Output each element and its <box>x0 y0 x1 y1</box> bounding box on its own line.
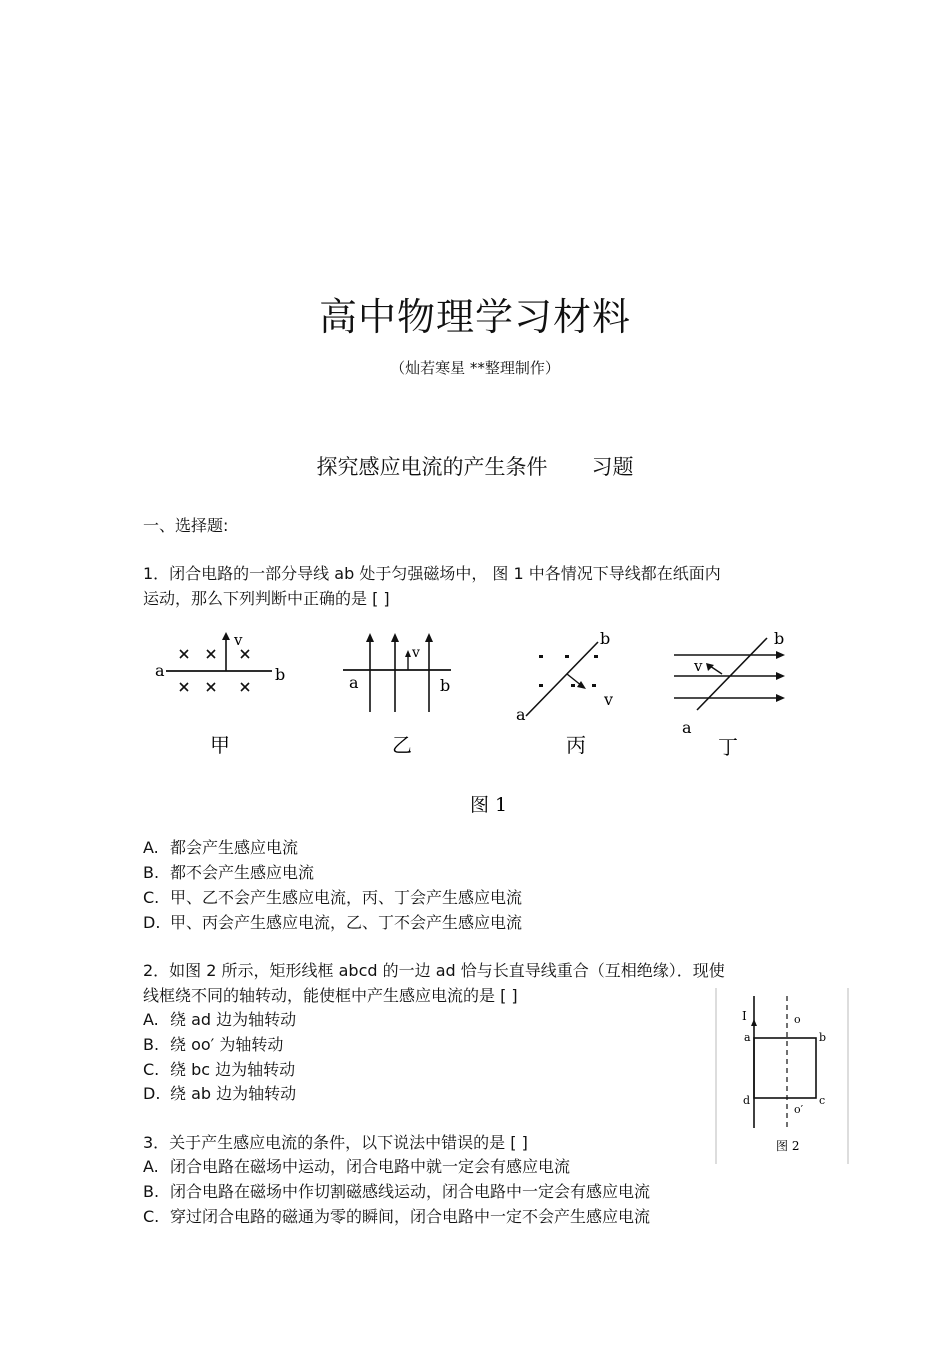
end-label-a: a <box>155 661 165 680</box>
figure-1-caption: 图 1 <box>470 794 508 816</box>
section-title <box>0 451 950 481</box>
q1-option-b: B. 都不会产生感应电流 <box>143 863 315 882</box>
q2-option-a: A. 绕 ad 边为轴转动 <box>143 1010 297 1029</box>
rectangular-coil-abcd <box>754 1038 816 1098</box>
velocity-label: v <box>604 690 614 709</box>
current-label: I <box>742 1009 747 1023</box>
q1-stem-line1: 1．闭合电路的一部分导线 ab 处于匀强磁场中， 图 1 中各情况下导线都在纸面内 <box>143 564 721 583</box>
figure-2-caption: 图 2 <box>776 1139 800 1153</box>
end-label-a: a <box>349 673 359 692</box>
velocity-label: v <box>412 645 420 661</box>
figure-1-panel-ding <box>674 629 785 759</box>
velocity-label: v <box>694 657 703 675</box>
corner-label-d: d <box>743 1094 751 1107</box>
end-label-b: b <box>440 676 451 695</box>
end-label-b: b <box>600 629 611 648</box>
corner-label-b: b <box>819 1031 827 1044</box>
q3-stem-line1: 3．关于产生感应电流的条件，以下说法中错误的是 [ ] <box>143 1133 528 1152</box>
q2-stem-line2: 线框绕不同的轴转动，能使框中产生感应电流的是 [ ] <box>143 986 518 1005</box>
corner-label-a: a <box>744 1031 751 1044</box>
q1-option-a: A. 都会产生感应电流 <box>143 838 299 857</box>
q2-option-c: C. 绕 bc 边为轴转动 <box>143 1060 296 1079</box>
conductor-ab <box>526 642 598 716</box>
q1-option-d: D. 甲、丙会产生感应电流，乙、丁不会产生感应电流 <box>143 913 523 932</box>
current-arrow <box>751 1019 757 1026</box>
page-subtitle: （灿若寒星 **整理制作） <box>390 359 560 377</box>
q3-option-a: A. 闭合电路在磁场中运动，闭合电路中就一定会有感应电流 <box>143 1157 571 1176</box>
figure-1-panel-jia <box>155 631 285 757</box>
q3-option-b: B. 闭合电路在磁场中作切割磁感线运动，闭合电路中一定会有感应电流 <box>143 1182 651 1201</box>
end-label-a: a <box>682 718 692 737</box>
magnetic-field-lines <box>370 637 429 712</box>
magnetic-field-lines <box>674 655 780 698</box>
panel-label: 丁 <box>718 735 738 759</box>
end-label-b: b <box>774 629 785 648</box>
q2-option-b: B. 绕 oo′ 为轴转动 <box>143 1035 284 1054</box>
section-heading: 一、选择题: <box>143 516 229 535</box>
q1-stem-line2: 运动，那么下列判断中正确的是 [ ] <box>143 589 390 608</box>
q3-option-c: C. 穿过闭合电路的磁通为零的瞬间，闭合电路中一定不会产生感应电流 <box>143 1207 651 1226</box>
end-label-b: b <box>275 665 286 684</box>
conductor-ab <box>697 638 767 710</box>
section-title-main: 探究感应电流的产生条件 <box>316 455 548 479</box>
axis-label-top: o <box>794 1013 801 1026</box>
figure-1-panel-bing <box>516 629 613 757</box>
q2-stem-line1: 2．如图 2 所示，矩形线框 abcd 的一边 ad 恰与长直导线重合（互相绝缘）．现使 <box>143 961 725 980</box>
panel-label: 乙 <box>392 733 412 757</box>
magnetic-field-dots <box>539 655 598 687</box>
panel-label: 甲 <box>210 733 230 757</box>
page-title: 高中物理学习材料 <box>318 295 631 339</box>
velocity-label: v <box>234 631 243 649</box>
figure-2 <box>714 988 850 1164</box>
figure-1 <box>140 620 820 825</box>
panel-label: 丙 <box>566 733 586 757</box>
section-title-tail: 习题 <box>591 455 634 479</box>
end-label-a: a <box>516 705 526 724</box>
corner-label-c: c <box>819 1094 826 1107</box>
q2-option-d: D. 绕 ab 边为轴转动 <box>143 1084 297 1103</box>
figure-1-panel-yi <box>343 633 451 757</box>
q1-option-c: C. 甲、乙不会产生感应电流，丙、丁会产生感应电流 <box>143 888 523 907</box>
axis-label-bottom: o′ <box>794 1103 804 1116</box>
